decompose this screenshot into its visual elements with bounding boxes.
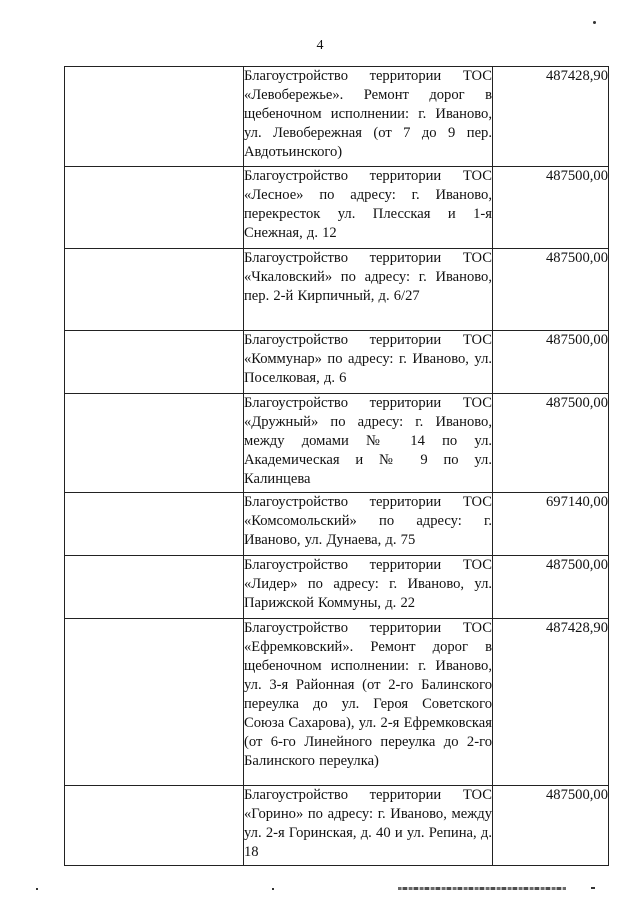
description-cell: Благоустройство территории ТОС «Дружный» по адресу: г. Иваново, между домами № 14 по ул. Академическая и № 9 по ул. Калинцева <box>244 394 493 493</box>
table-row <box>65 619 609 786</box>
scan-speck <box>36 888 38 890</box>
description-cell: Благоустройство территории ТОС «Лидер» по адресу: г. Иваново, ул. Парижской Коммуны, д. 22 <box>244 556 493 619</box>
amount-cell: 487500,00 <box>493 556 609 619</box>
table-row <box>65 556 609 619</box>
table-row <box>65 167 609 249</box>
description-cell: Благоустройство территории ТОС «Лесное» по адресу: г. Иваново, перекресток ул. Плесская и 1-я Снежная, д. 12 <box>244 167 493 249</box>
description-cell: Благоустройство территории ТОС «Чкаловский» по адресу: г. Иваново, пер. 2-й Кирпичный, д. 6/27 <box>244 249 493 331</box>
blank-cell <box>65 619 244 786</box>
amount-cell: 487428,90 <box>493 619 609 786</box>
budget-table <box>64 66 609 866</box>
scan-speck <box>272 888 274 890</box>
table-row <box>65 67 609 167</box>
blank-cell <box>65 67 244 167</box>
scan-speck <box>591 887 595 889</box>
description-cell: Благоустройство территории ТОС «Горино» по адресу: г. Иваново, между ул. 2-я Горинская, д. 40 и ул. Репина, д. 18 <box>244 786 493 866</box>
table-row <box>65 331 609 394</box>
table-row <box>65 249 609 331</box>
amount-cell: 697140,00 <box>493 493 609 556</box>
scan-artifact <box>398 887 566 890</box>
blank-cell <box>65 394 244 493</box>
description-cell: Благоустройство территории ТОС «Коммунар» по адресу: г. Иваново, ул. Поселковая, д. 6 <box>244 331 493 394</box>
amount-cell: 487500,00 <box>493 394 609 493</box>
blank-cell <box>65 493 244 556</box>
amount-cell: 487500,00 <box>493 331 609 394</box>
blank-cell <box>65 786 244 866</box>
table-row <box>65 394 609 493</box>
page-number: 4 <box>316 38 324 53</box>
scan-speck <box>593 21 596 24</box>
amount-cell: 487500,00 <box>493 786 609 866</box>
blank-cell <box>65 249 244 331</box>
blank-cell <box>65 556 244 619</box>
description-cell: Благоустройство территории ТОС «Левобережье». Ремонт дорог в щебеночном исполнении: г. Иваново, ул. Левобережная (от 7 до 9 пер. Авдотьинского) <box>244 67 493 167</box>
table-row <box>65 493 609 556</box>
blank-cell <box>65 331 244 394</box>
blank-cell <box>65 167 244 249</box>
amount-cell: 487500,00 <box>493 249 609 331</box>
amount-cell: 487500,00 <box>493 167 609 249</box>
amount-cell: 487428,90 <box>493 67 609 167</box>
description-cell: Благоустройство территории ТОС «Комсомольский» по адресу: г. Иваново, ул. Дунаева, д. 75 <box>244 493 493 556</box>
description-cell: Благоустройство территории ТОС «Ефремковский». Ремонт дорог в щебеночном исполнении: г. Иваново, ул. 3-я Районная (от 2-го Балинского переулка до ул. Героя Советского Союза Сахарова), ул. 2-я Ефремковская (от 6-го Линейного переулка до 2-го Балинского переулка) <box>244 619 493 786</box>
table-row <box>65 786 609 866</box>
